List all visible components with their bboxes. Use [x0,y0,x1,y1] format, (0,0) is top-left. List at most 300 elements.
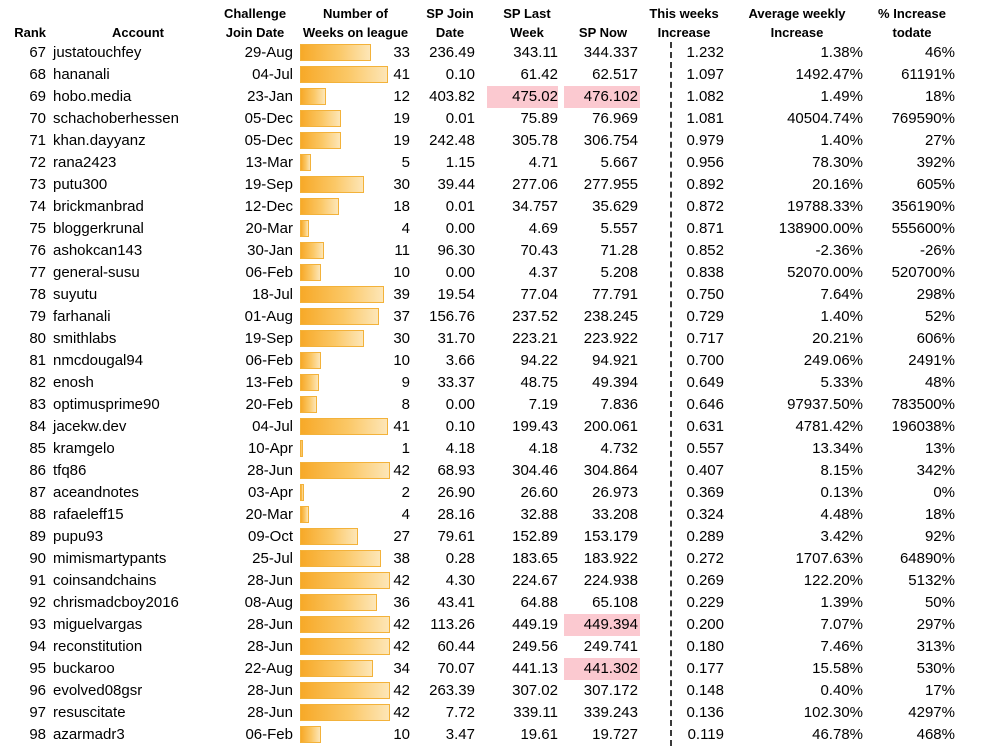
rank-cell[interactable]: 84 [29,418,46,435]
rank-cell[interactable]: 79 [29,308,46,325]
sp-last-week-cell[interactable]: 4.69 [528,220,558,237]
pct-increase-cell[interactable]: 18% [924,506,955,523]
join-date-cell[interactable]: 05-Dec [244,132,293,149]
sp-last-week-cell[interactable]: 199.43 [512,418,558,435]
avg-weekly-increase-cell[interactable]: 46.78% [812,726,863,743]
sp-join-cell[interactable]: 19.54 [437,286,475,303]
pct-increase-cell[interactable]: 64890% [899,550,955,567]
avg-weekly-increase-cell[interactable]: 7.07% [820,616,863,633]
pct-increase-cell[interactable]: 46% [924,44,955,61]
weeks-on-league-cell[interactable] [300,306,413,328]
sp-last-week-cell[interactable]: 343.11 [513,44,558,61]
weekly-increase-cell[interactable]: 0.289 [686,528,724,545]
account-cell[interactable]: justatouchfey [53,44,142,61]
rank-cell[interactable]: 82 [29,374,46,391]
pct-increase-cell[interactable]: 356190% [891,198,955,215]
sp-join-cell[interactable]: 96.30 [437,242,475,259]
weekly-increase-cell[interactable]: 1.232 [686,44,724,61]
sp-join-cell[interactable]: 1.15 [445,154,475,171]
sp-join-cell[interactable]: 3.66 [445,352,475,369]
rank-cell[interactable]: 74 [29,198,46,215]
account-cell[interactable]: khan.dayyanz [53,132,146,149]
rank-cell[interactable]: 90 [29,550,46,567]
join-date-cell[interactable]: 20-Mar [245,506,293,523]
weeks-on-league-cell[interactable] [300,372,413,394]
rank-cell[interactable]: 85 [29,440,46,457]
weeks-on-league-cell[interactable] [300,108,413,130]
sp-join-cell[interactable]: 0.10 [445,66,475,83]
join-date-cell[interactable]: 05-Dec [244,110,293,127]
account-cell[interactable]: miguelvargas [53,616,143,633]
pct-increase-cell[interactable]: 520700% [891,264,955,281]
sp-now-cell[interactable]: 94.921 [592,352,638,369]
sp-last-week-cell[interactable]: 70.43 [520,242,558,259]
sp-last-week-cell[interactable]: 75.89 [520,110,558,127]
pct-increase-cell[interactable]: 297% [916,616,955,633]
weeks-on-league-cell[interactable] [300,350,413,372]
join-date-cell[interactable]: 28-Jun [247,682,293,699]
weeks-on-league-cell[interactable] [300,394,413,416]
pct-increase-cell[interactable]: 196038% [891,418,955,435]
weeks-on-league-cell[interactable] [300,262,413,284]
weeks-on-league-cell[interactable] [300,680,413,702]
sp-join-cell[interactable]: 0.28 [445,550,475,567]
weekly-increase-cell[interactable]: 0.871 [686,220,724,237]
weekly-increase-cell[interactable]: 0.649 [686,374,724,391]
avg-weekly-increase-cell[interactable]: 13.34% [812,440,863,457]
avg-weekly-increase-cell[interactable]: 1.38% [820,44,863,61]
join-date-cell[interactable]: 23-Jan [247,88,293,105]
rank-cell[interactable]: 70 [29,110,46,127]
account-cell[interactable]: buckaroo [53,660,115,677]
sp-now-cell[interactable]: 33.208 [592,506,638,523]
join-date-cell[interactable]: 28-Jun [247,462,293,479]
rank-cell[interactable]: 73 [29,176,46,193]
sp-join-cell[interactable]: 0.01 [445,198,475,215]
weeks-on-league-cell[interactable] [300,218,413,240]
avg-weekly-increase-cell[interactable]: 138900.00% [778,220,863,237]
account-cell[interactable]: resuscitate [53,704,126,721]
pct-increase-cell[interactable]: 392% [916,154,955,171]
sp-join-cell[interactable]: 4.18 [445,440,475,457]
pct-increase-cell[interactable]: 606% [916,330,955,347]
sp-now-cell[interactable]: 476.102 [564,86,640,108]
avg-weekly-increase-cell[interactable]: 7.64% [820,286,863,303]
join-date-cell[interactable]: 06-Feb [245,352,293,369]
sp-join-cell[interactable]: 403.82 [429,88,475,105]
sp-join-cell[interactable]: 0.00 [445,220,475,237]
avg-weekly-increase-cell[interactable]: 52070.00% [787,264,863,281]
account-cell[interactable]: smithlabs [53,330,117,347]
weekly-increase-cell[interactable]: 0.956 [686,154,724,171]
join-date-cell[interactable]: 04-Jul [252,418,293,435]
sp-last-week-cell[interactable]: 223.21 [512,330,558,347]
account-cell[interactable]: putu300 [53,176,108,193]
account-cell[interactable]: optimusprime90 [53,396,160,413]
join-date-cell[interactable]: 20-Feb [245,396,293,413]
rank-cell[interactable]: 93 [29,616,46,633]
weekly-increase-cell[interactable]: 0.750 [686,286,724,303]
account-cell[interactable]: general-susu [53,264,140,281]
sp-last-week-cell[interactable]: 32.88 [520,506,558,523]
sp-now-cell[interactable]: 5.208 [600,264,638,281]
avg-weekly-increase-cell[interactable]: 20.16% [812,176,863,193]
rank-cell[interactable]: 83 [29,396,46,413]
rank-cell[interactable]: 81 [29,352,46,369]
rank-cell[interactable]: 98 [29,726,46,743]
weekly-increase-cell[interactable]: 0.979 [686,132,724,149]
weekly-increase-cell[interactable]: 0.180 [686,638,724,655]
account-cell[interactable]: suyutu [53,286,98,303]
sp-last-week-cell[interactable]: 77.04 [520,286,558,303]
weeks-on-league-cell[interactable] [300,570,413,592]
weeks-on-league-cell[interactable] [300,240,413,262]
sp-now-cell[interactable]: 71.28 [600,242,638,259]
join-date-cell[interactable]: 29-Aug [244,44,293,61]
join-date-cell[interactable]: 28-Jun [247,704,293,721]
avg-weekly-increase-cell[interactable]: 40504.74% [787,110,863,127]
join-date-cell[interactable]: 10-Apr [247,440,293,457]
rank-cell[interactable]: 86 [29,462,46,479]
weekly-increase-cell[interactable]: 0.852 [686,242,724,259]
rank-cell[interactable]: 68 [29,66,46,83]
header-sp-now[interactable] [566,0,640,44]
join-date-cell[interactable]: 25-Jul [252,550,293,567]
sp-last-week-cell[interactable]: 7.19 [528,396,558,413]
weeks-on-league-cell[interactable] [300,174,413,196]
join-date-cell[interactable]: 13-Mar [245,154,293,171]
account-cell[interactable]: farhanali [53,308,111,325]
sp-last-week-cell[interactable]: 19.61 [520,726,558,743]
sp-now-cell[interactable]: 77.791 [592,286,638,303]
account-cell[interactable]: ashokcan143 [53,242,143,259]
sp-last-week-cell[interactable]: 152.89 [512,528,558,545]
sp-join-cell[interactable]: 156.76 [429,308,475,325]
sp-join-cell[interactable]: 33.37 [437,374,475,391]
join-date-cell[interactable]: 06-Feb [245,264,293,281]
rank-cell[interactable]: 91 [29,572,46,589]
sp-last-week-cell[interactable]: 305.78 [512,132,558,149]
pct-increase-cell[interactable]: 298% [916,286,955,303]
sp-join-cell[interactable]: 0.01 [445,110,475,127]
account-cell[interactable]: chrismadcboy2016 [53,594,179,611]
weeks-on-league-cell[interactable] [300,152,413,174]
weekly-increase-cell[interactable]: 1.082 [686,88,724,105]
sp-last-week-cell[interactable]: 307.02 [512,682,558,699]
avg-weekly-increase-cell[interactable]: 78.30% [812,154,863,171]
avg-weekly-increase-cell[interactable]: 1.40% [820,308,863,325]
account-cell[interactable]: mimismartypants [53,550,167,567]
sp-join-cell[interactable]: 31.70 [437,330,475,347]
sp-now-cell[interactable]: 441.302 [564,658,640,680]
sp-last-week-cell[interactable]: 237.52 [512,308,558,325]
account-cell[interactable]: coinsandchains [53,572,157,589]
avg-weekly-increase-cell[interactable]: -2.36% [815,242,863,259]
sp-last-week-cell[interactable]: 339.11 [513,704,558,721]
avg-weekly-increase-cell[interactable]: 15.58% [812,660,863,677]
weeks-on-league-cell[interactable] [300,284,413,306]
avg-weekly-increase-cell[interactable]: 0.13% [820,484,863,501]
avg-weekly-increase-cell[interactable]: 8.15% [820,462,863,479]
sp-now-cell[interactable]: 277.955 [583,176,638,193]
avg-weekly-increase-cell[interactable]: 1.40% [820,132,863,149]
weekly-increase-cell[interactable]: 0.148 [686,682,724,699]
avg-weekly-increase-cell[interactable]: 20.21% [812,330,863,347]
pct-increase-cell[interactable]: 555600% [891,220,955,237]
header-avg-weekly[interactable] [732,0,862,44]
sp-last-week-cell[interactable]: 64.88 [520,594,558,611]
sp-last-week-cell[interactable]: 449.19 [512,616,558,633]
weekly-increase-cell[interactable]: 0.177 [686,660,724,677]
pct-increase-cell[interactable]: 783500% [891,396,955,413]
weekly-increase-cell[interactable]: 0.407 [686,462,724,479]
sp-now-cell[interactable]: 76.969 [592,110,638,127]
weekly-increase-cell[interactable]: 0.200 [686,616,724,633]
sp-now-cell[interactable]: 200.061 [583,418,638,435]
sp-join-cell[interactable]: 4.30 [445,572,475,589]
sp-join-cell[interactable]: 26.90 [437,484,475,501]
join-date-cell[interactable]: 06-Feb [245,726,293,743]
pct-increase-cell[interactable]: 605% [916,176,955,193]
account-cell[interactable]: rafaeleff15 [53,506,124,523]
sp-join-cell[interactable]: 68.93 [437,462,475,479]
weekly-increase-cell[interactable]: 0.557 [686,440,724,457]
weeks-on-league-cell[interactable] [300,592,413,614]
sp-last-week-cell[interactable]: 475.02 [487,86,558,108]
pct-increase-cell[interactable]: 13% [924,440,955,457]
join-date-cell[interactable]: 19-Sep [244,330,293,347]
sp-join-cell[interactable]: 0.00 [445,264,475,281]
sp-join-cell[interactable]: 7.72 [445,704,475,721]
sp-now-cell[interactable]: 62.517 [592,66,638,83]
join-date-cell[interactable]: 19-Sep [244,176,293,193]
sp-now-cell[interactable]: 223.922 [583,330,638,347]
weeks-on-league-cell[interactable] [300,724,413,746]
pct-increase-cell[interactable]: -26% [919,242,955,259]
sp-now-cell[interactable]: 304.864 [583,462,638,479]
rank-cell[interactable]: 89 [29,528,46,545]
sp-join-cell[interactable]: 28.16 [437,506,475,523]
rank-cell[interactable]: 96 [29,682,46,699]
rank-cell[interactable]: 67 [29,44,46,61]
avg-weekly-increase-cell[interactable]: 1.39% [820,594,863,611]
avg-weekly-increase-cell[interactable]: 4.48% [820,506,863,523]
rank-cell[interactable]: 88 [29,506,46,523]
sp-now-cell[interactable]: 249.741 [583,638,638,655]
sp-now-cell[interactable]: 5.667 [600,154,638,171]
sp-join-cell[interactable]: 60.44 [437,638,475,655]
join-date-cell[interactable]: 22-Aug [244,660,293,677]
avg-weekly-increase-cell[interactable]: 1707.63% [795,550,863,567]
weeks-on-league-cell[interactable] [300,658,413,680]
rank-cell[interactable]: 87 [29,484,46,501]
join-date-cell[interactable]: 03-Apr [247,484,293,501]
sp-last-week-cell[interactable]: 304.46 [512,462,558,479]
pct-increase-cell[interactable]: 17% [924,682,955,699]
sp-last-week-cell[interactable]: 26.60 [520,484,558,501]
weekly-increase-cell[interactable]: 0.324 [686,506,724,523]
pct-increase-cell[interactable]: 92% [924,528,955,545]
sp-last-week-cell[interactable]: 183.65 [512,550,558,567]
avg-weekly-increase-cell[interactable]: 1.49% [820,88,863,105]
sp-last-week-cell[interactable]: 34.757 [512,198,558,215]
rank-cell[interactable]: 97 [29,704,46,721]
sp-join-cell[interactable]: 43.41 [437,594,475,611]
sp-last-week-cell[interactable]: 249.56 [512,638,558,655]
join-date-cell[interactable]: 01-Aug [244,308,293,325]
weekly-increase-cell[interactable]: 1.081 [686,110,724,127]
avg-weekly-increase-cell[interactable]: 102.30% [803,704,863,721]
weeks-on-league-cell[interactable] [300,460,413,482]
sp-now-cell[interactable]: 183.922 [583,550,638,567]
weeks-on-league-cell[interactable] [300,438,413,460]
avg-weekly-increase-cell[interactable]: 1492.47% [795,66,863,83]
join-date-cell[interactable]: 09-Oct [247,528,293,545]
account-cell[interactable]: bloggerkrunal [53,220,144,237]
sp-last-week-cell[interactable]: 441.13 [512,660,558,677]
weekly-increase-cell[interactable]: 1.097 [686,66,724,83]
account-cell[interactable]: pupu93 [53,528,104,545]
header-weekly-increase[interactable] [644,0,724,44]
sp-last-week-cell[interactable]: 224.67 [512,572,558,589]
weeks-on-league-cell[interactable] [300,64,413,86]
sp-last-week-cell[interactable]: 277.06 [512,176,558,193]
header-sp-join[interactable] [418,0,482,44]
join-date-cell[interactable]: 04-Jul [252,66,293,83]
join-date-cell[interactable]: 28-Jun [247,572,293,589]
avg-weekly-increase-cell[interactable]: 3.42% [820,528,863,545]
weekly-increase-cell[interactable]: 0.269 [686,572,724,589]
account-cell[interactable]: kramgelo [53,440,115,457]
avg-weekly-increase-cell[interactable]: 5.33% [820,374,863,391]
join-date-cell[interactable]: 18-Jul [252,286,293,303]
weekly-increase-cell[interactable]: 0.717 [686,330,724,347]
pct-increase-cell[interactable]: 18% [924,88,955,105]
sp-now-cell[interactable]: 238.245 [583,308,638,325]
weeks-on-league-cell[interactable] [300,482,413,504]
join-date-cell[interactable]: 12-Dec [244,198,293,215]
rank-cell[interactable]: 77 [29,264,46,281]
weeks-on-league-cell[interactable] [300,504,413,526]
sp-join-cell[interactable]: 113.26 [430,616,475,633]
weekly-increase-cell[interactable]: 0.646 [686,396,724,413]
sp-now-cell[interactable]: 344.337 [583,44,638,61]
sp-join-cell[interactable]: 79.61 [437,528,475,545]
sp-now-cell[interactable]: 7.836 [600,396,638,413]
account-cell[interactable]: schachoberhessen [53,110,179,127]
account-cell[interactable]: brickmanbrad [53,198,144,215]
account-cell[interactable]: azarmadr3 [53,726,125,743]
account-cell[interactable]: hobo.media [53,88,132,105]
avg-weekly-increase-cell[interactable]: 122.20% [803,572,863,589]
weekly-increase-cell[interactable]: 0.872 [686,198,724,215]
sp-join-cell[interactable]: 0.10 [445,418,475,435]
header-account[interactable] [53,0,223,44]
rank-cell[interactable]: 95 [29,660,46,677]
join-date-cell[interactable]: 28-Jun [247,616,293,633]
pct-increase-cell[interactable]: 52% [924,308,955,325]
sp-now-cell[interactable]: 35.629 [592,198,638,215]
pct-increase-cell[interactable]: 769590% [891,110,955,127]
account-cell[interactable]: enosh [53,374,94,391]
pct-increase-cell[interactable]: 50% [924,594,955,611]
pct-increase-cell[interactable]: 342% [916,462,955,479]
sp-now-cell[interactable]: 224.938 [583,572,638,589]
sp-now-cell[interactable]: 339.243 [583,704,638,721]
sp-join-cell[interactable]: 0.00 [445,396,475,413]
sp-now-cell[interactable]: 4.732 [600,440,638,457]
sp-now-cell[interactable]: 19.727 [592,726,638,743]
account-cell[interactable]: hananali [53,66,110,83]
weekly-increase-cell[interactable]: 0.838 [686,264,724,281]
sp-last-week-cell[interactable]: 94.22 [520,352,558,369]
weekly-increase-cell[interactable]: 0.272 [686,550,724,567]
rank-cell[interactable]: 78 [29,286,46,303]
weekly-increase-cell[interactable]: 0.369 [686,484,724,501]
join-date-cell[interactable]: 08-Aug [244,594,293,611]
sp-join-cell[interactable]: 242.48 [429,132,475,149]
weeks-on-league-cell[interactable] [300,614,413,636]
account-cell[interactable]: reconstitution [53,638,143,655]
weeks-on-league-cell[interactable] [300,130,413,152]
sp-now-cell[interactable]: 153.179 [583,528,638,545]
rank-cell[interactable]: 72 [29,154,46,171]
pct-increase-cell[interactable]: 4297% [908,704,955,721]
account-cell[interactable]: jacekw.dev [53,418,127,435]
sp-now-cell[interactable]: 49.394 [592,374,638,391]
join-date-cell[interactable]: 28-Jun [247,638,293,655]
sp-now-cell[interactable]: 5.557 [600,220,638,237]
rank-cell[interactable]: 94 [29,638,46,655]
sp-join-cell[interactable]: 263.39 [429,682,475,699]
avg-weekly-increase-cell[interactable]: 7.46% [820,638,863,655]
weeks-on-league-cell[interactable] [300,702,413,724]
account-cell[interactable]: evolved08gsr [53,682,143,699]
sp-join-cell[interactable]: 3.47 [445,726,475,743]
rank-cell[interactable]: 92 [29,594,46,611]
pct-increase-cell[interactable]: 5132% [908,572,955,589]
weeks-on-league-cell[interactable] [300,196,413,218]
pct-increase-cell[interactable]: 530% [916,660,955,677]
avg-weekly-increase-cell[interactable]: 4781.42% [795,418,863,435]
weekly-increase-cell[interactable]: 0.729 [686,308,724,325]
join-date-cell[interactable]: 13-Feb [245,374,293,391]
sp-last-week-cell[interactable]: 4.71 [528,154,558,171]
sp-last-week-cell[interactable]: 48.75 [520,374,558,391]
sp-now-cell[interactable]: 449.394 [564,614,640,636]
sp-now-cell[interactable]: 65.108 [592,594,638,611]
weekly-increase-cell[interactable]: 0.229 [686,594,724,611]
sp-join-cell[interactable]: 236.49 [429,44,475,61]
rank-cell[interactable]: 76 [29,242,46,259]
rank-cell[interactable]: 69 [29,88,46,105]
header-rank[interactable] [0,0,46,44]
weekly-increase-cell[interactable]: 0.136 [686,704,724,721]
join-date-cell[interactable]: 20-Mar [245,220,293,237]
account-cell[interactable]: nmcdougal94 [53,352,144,369]
header-sp-last[interactable] [492,0,562,44]
sp-now-cell[interactable]: 26.973 [592,484,638,501]
account-cell[interactable]: tfq86 [53,462,87,479]
weekly-increase-cell[interactable]: 0.631 [686,418,724,435]
pct-increase-cell[interactable]: 27% [924,132,955,149]
weekly-increase-cell[interactable]: 0.700 [686,352,724,369]
sp-now-cell[interactable]: 307.172 [583,682,638,699]
sp-join-cell[interactable]: 70.07 [437,660,475,677]
sp-last-week-cell[interactable]: 4.37 [528,264,558,281]
weeks-on-league-cell[interactable] [300,416,413,438]
account-cell[interactable]: aceandnotes [53,484,139,501]
